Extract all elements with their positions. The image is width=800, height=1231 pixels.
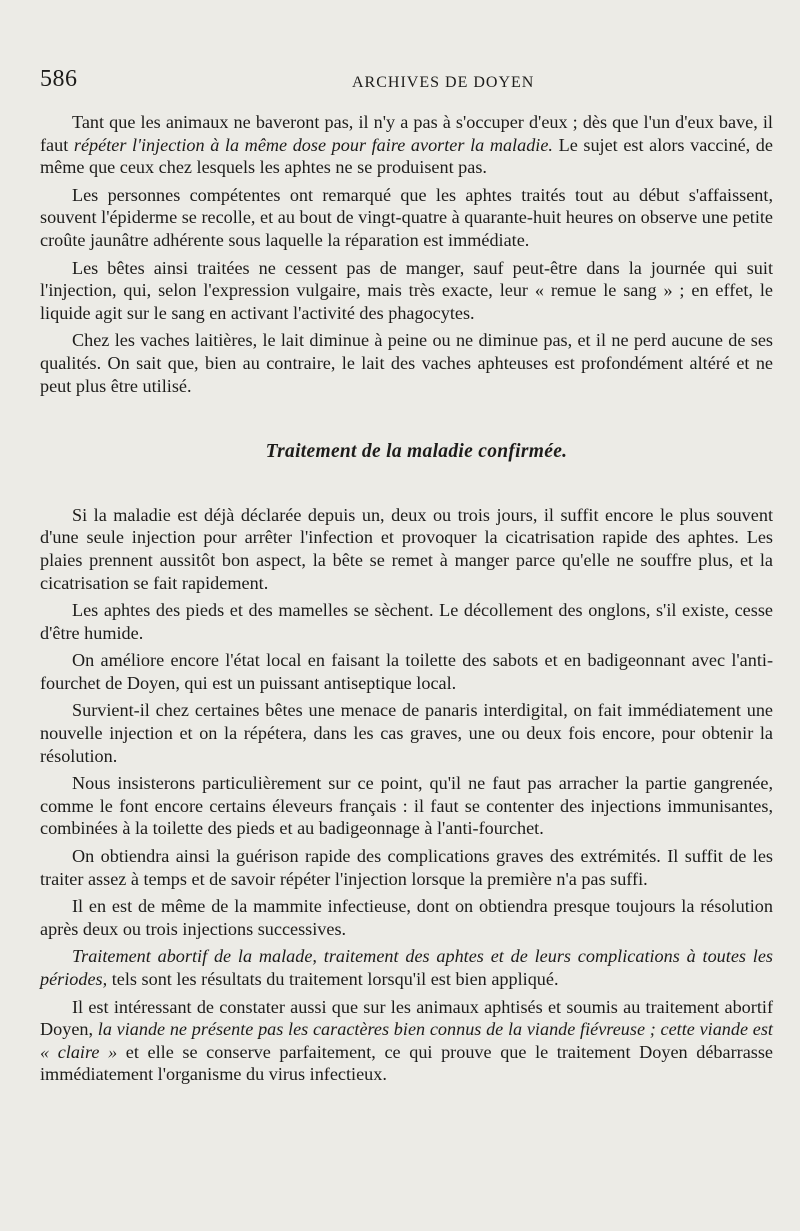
section-heading: Traitement de la maladie confirmée. <box>265 441 568 463</box>
paragraph: Chez les vaches laitières, le lait diminue à peine ou ne diminue pas, et il ne perd aucune de ses qualités. On sait que, bien au contraire, le lait des vaches aphteuses est profondément altéré et ne peut plus être utilisé. <box>40 330 773 396</box>
paragraph: On améliore encore l'état local en faisant la toilette des sabots et en badigeonnant avec l'anti-fourchet de Doyen, qui est un puissant antiseptique local. <box>40 650 773 693</box>
paragraph: Il en est de même de la mammite infectieuse, dont on obtiendra presque toujours la résolution après deux ou trois injections successives. <box>40 896 773 939</box>
page-header <box>40 66 775 98</box>
emphasis-text: Traitement abortif de la malade, traitement des aphtes et de leurs complications à toutes les périodes, <box>40 946 773 989</box>
paragraph: Traitement abortif de la malade, traitement des aphtes et de leurs complications à toutes les périodes, tels sont les résultats du traitement lorsqu'il est bien appliqué. <box>40 946 773 989</box>
running-head: ARCHIVES DE DOYEN <box>352 74 535 91</box>
paragraph: Les bêtes ainsi traitées ne cessent pas de manger, sauf peut-être dans la journée qui suit l'injection, qui, selon l'expression vulgaire, mais très exacte, leur « remue le sang » ; en effet, le liquide agit sur le sang en activant l'activité des phagocytes. <box>40 257 773 323</box>
emphasis-text: la viande ne présente pas les caractères bien connus de la viande fiévreuse ; cette viande est « claire » <box>40 1019 773 1062</box>
paragraph: Si la maladie est déjà déclarée depuis un, deux ou trois jours, il suffit encore le plus souvent d'une seule injection pour arrêter l'infection et provoquer la cicatrisation rapide des aphtes. Les plaies prennent aussitôt bon aspect, la bête se remet à manger parce qu'elle ne souffre plus, et la cicatrisation se fait rapidement. <box>40 504 773 593</box>
page-body <box>40 111 773 1091</box>
page-number: 586 <box>40 66 78 92</box>
paragraph: Les aphtes des pieds et des mamelles se sèchent. Le décollement des onglons, s'il existe, cesse d'être humide. <box>40 600 773 643</box>
paragraph: Les personnes compétentes ont remarqué que les aphtes traités tout au début s'affaissent, souvent l'épiderme se recolle, et au bout de vingt-quatre à quarante-huit heures on observe une petite croûte jaunâtre adhérente sous laquelle la réparation est immédiate. <box>40 184 773 250</box>
paragraph: On obtiendra ainsi la guérison rapide des complications graves des extrémités. Il suffit de les traiter assez à temps et de savoir répéter l'injection lorsque la première n'a pas suffi. <box>40 846 773 889</box>
paragraph: Nous insisterons particulièrement sur ce point, qu'il ne faut pas arracher la partie gangrenée, comme le font encore certains éleveurs français : il faut se contenter des injections immunisantes, combinées à la toilette des pieds et au badigeonnage à l'anti-fourchet. <box>40 773 773 839</box>
paragraph: Il est intéressant de constater aussi que sur les animaux aphtisés et soumis au traitement abortif Doyen, la viande ne présente pas les caractères bien connus de la viande fiévreuse ; cette viande est « claire » et elle se conserve parfaitement, ce qui prouve que le traitement Doyen débarrasse immédiatement l'organisme du virus infectieux. <box>40 996 774 1085</box>
paragraph: Tant que les animaux ne baveront pas, il n'y a pas à s'occuper d'eux ; dès que l'un d'eux bave, il faut répéter l'injection à la même dose pour faire avorter la maladie. Le sujet est alors vacciné, de même que ceux chez lesquels les aphtes ne se produisent pas. <box>40 112 773 178</box>
emphasis-text: répéter l'injection à la même dose pour faire avorter la maladie. <box>73 134 553 155</box>
paragraph: Survient-il chez certaines bêtes une menace de panaris interdigital, on fait immédiatement une nouvelle injection et on la répétera, dans les cas graves, une ou deux fois encore, pour obtenir la résolution. <box>40 700 773 766</box>
